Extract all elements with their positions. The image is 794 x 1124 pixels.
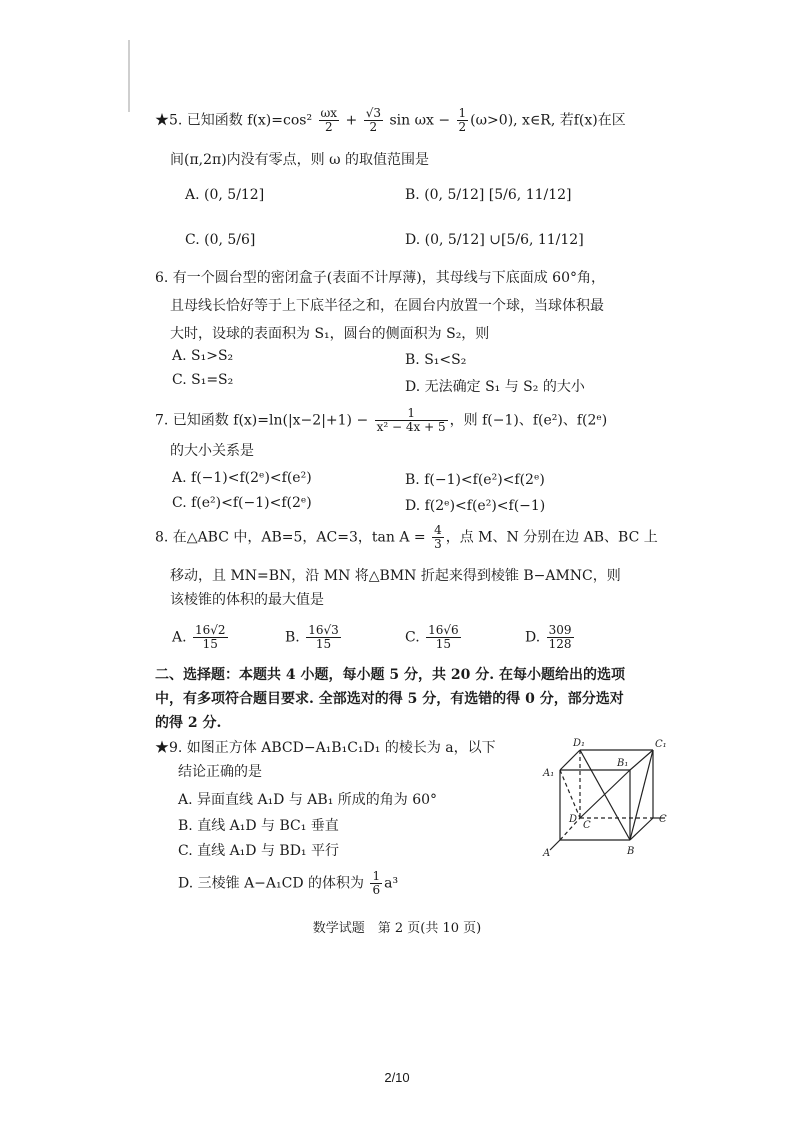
q6-line2: 且母线长恰好等于上下底半径之和，在圆台内放置一个球，当球体积最 — [170, 298, 604, 314]
q8-frac-tan: $\frac{4}{3}$ — [434, 523, 442, 551]
label-d1: D₁ — [573, 738, 586, 749]
q8-option-c: C. $\frac{16√6}{15}$ — [405, 623, 459, 651]
label-a1: A₁ — [543, 768, 555, 779]
q5-option-d: D. (0, 5/12] ∪[5/6, 11/12] — [405, 232, 584, 248]
q5-option-a: A. (0, 5/12] — [185, 187, 265, 203]
q9-line1: ★9. 如图正方体 ABCD−A₁B₁C₁D₁ 的棱长为 a，以下 — [155, 740, 496, 756]
label-b: B — [627, 846, 635, 857]
q7-option-d: D. f(2ᵉ)<f(e²)<f(−1) — [405, 498, 546, 514]
diag-b-c1 — [630, 750, 653, 840]
scan-artifact-line — [128, 40, 130, 112]
q6-option-c: C. S₁=S₂ — [172, 372, 234, 388]
q8-line3: 该棱锥的体积的最大值是 — [170, 592, 324, 608]
label-d: D — [569, 814, 578, 825]
page-number: 2/10 — [384, 1070, 410, 1085]
q6-option-a: A. S₁>S₂ — [172, 348, 234, 364]
q7-option-a: A. f(−1)<f(2ᵉ)<f(e²) — [172, 470, 312, 486]
label-c1: C₁ — [655, 739, 667, 750]
edge-b1-c1 — [630, 750, 653, 770]
q6-line3: 大时，设球的表面积为 S₁，圆台的侧面积为 S₂，则 — [170, 326, 490, 342]
section2-instructions-line3: 的得 2 分. — [155, 715, 222, 731]
q5-line2: 间(π,2π)内没有零点，则 ω 的取值范围是 — [170, 152, 429, 168]
label-a: A — [543, 848, 551, 858]
page-footer: 数学试题 第 2 页(共 10 页) — [312, 921, 482, 936]
label-c: C — [583, 820, 591, 831]
q7-fraction: $\frac{1}{\text{x² − 4x + 5}}$ — [376, 406, 446, 434]
cube-figure — [535, 738, 675, 858]
edge-b-c — [630, 818, 653, 840]
q9-option-c: C. 直线 A₁D 与 BD₁ 平行 — [178, 843, 339, 859]
ext-a — [550, 840, 560, 850]
q6-option-b: B. S₁<S₂ — [405, 352, 467, 368]
q8-line2: 移动，且 MN=BN，沿 MN 将△BMN 折起来得到棱锥 B−AMNC，则 — [170, 568, 621, 584]
q9-option-a: A. 异面直线 A₁D 与 AB₁ 所成的角为 60° — [178, 792, 438, 808]
q8-option-b: B. $\frac{16√3}{15}$ — [285, 623, 339, 651]
q7-option-b: B. f(−1)<f(e²)<f(2ᵉ) — [405, 472, 545, 488]
q5-line1: ★5. 已知函数 f(x)=cos² $\frac{\omega x}{2}$ + $\frac{√3}{2}$ sin ωx − $\frac{1}{2}$ (ω>0), x∈R, 若f(x)在区 — [155, 106, 626, 134]
diag-a1-d — [560, 770, 580, 818]
q6-option-d: D. 无法确定 S₁ 与 S₂ 的大小 — [405, 379, 585, 395]
q6-line1: 6. 有一个圆台型的密闭盒子(表面不计厚薄)，其母线与下底面成 60°角， — [155, 270, 605, 286]
q5-frac-sqrt3-over-2: $\frac{√3}{2}$ — [365, 106, 381, 134]
q9-option-b: B. 直线 A₁D 与 BC₁ 垂直 — [178, 818, 339, 834]
q8-line1: 8. 在△ABC 中，AB=5，AC=3，tan A = $\frac{4}{3}$ ，点 M、N 分别在边 AB、BC 上 — [155, 523, 658, 551]
label-c-right: C — [659, 814, 667, 825]
section2-instructions-line1: 二、选择题：本题共 4 小题，每小题 5 分，共 20 分. 在每小题给出的选项 — [155, 667, 625, 683]
q5-option-b: B. (0, 5/12] [5/6, 11/12] — [405, 187, 572, 203]
q8-option-d: D. $\frac{309}{128}$ — [525, 623, 572, 651]
edge-a1-d1 — [560, 750, 580, 770]
q8-option-a: A. $\frac{16√2}{15}$ — [172, 623, 226, 651]
q9-option-d: D. 三棱锥 A−A₁CD 的体积为 $\frac{1}{6}$ a³ — [178, 869, 399, 897]
q7-line1: 7. 已知函数 f(x)=ln(|x−2|+1) − $\frac{1}{\text{x² − 4x + 5}}$ ，则 f(−1)、f(e²)、f(2ᵉ) — [155, 406, 608, 434]
q9-line2: 结论正确的是 — [178, 764, 262, 780]
q5-option-c: C. (0, 5/6] — [185, 232, 256, 248]
q5-frac-1-over-2: $\frac{1}{2}$ — [458, 106, 467, 134]
section2-instructions-line2: 中，有多项符合题目要求. 全部选对的得 5 分，有选错的得 0 分，部分选对 — [155, 691, 624, 707]
q7-line2: 的大小关系是 — [170, 443, 254, 459]
q5-frac-omega-x-over-2: $\frac{\omega x}{2}$ — [320, 106, 338, 134]
label-b1: B₁ — [617, 758, 629, 769]
diag-d-b1 — [580, 770, 630, 818]
q7-option-c: C. f(e²)<f(−1)<f(2ᵉ) — [172, 495, 312, 511]
